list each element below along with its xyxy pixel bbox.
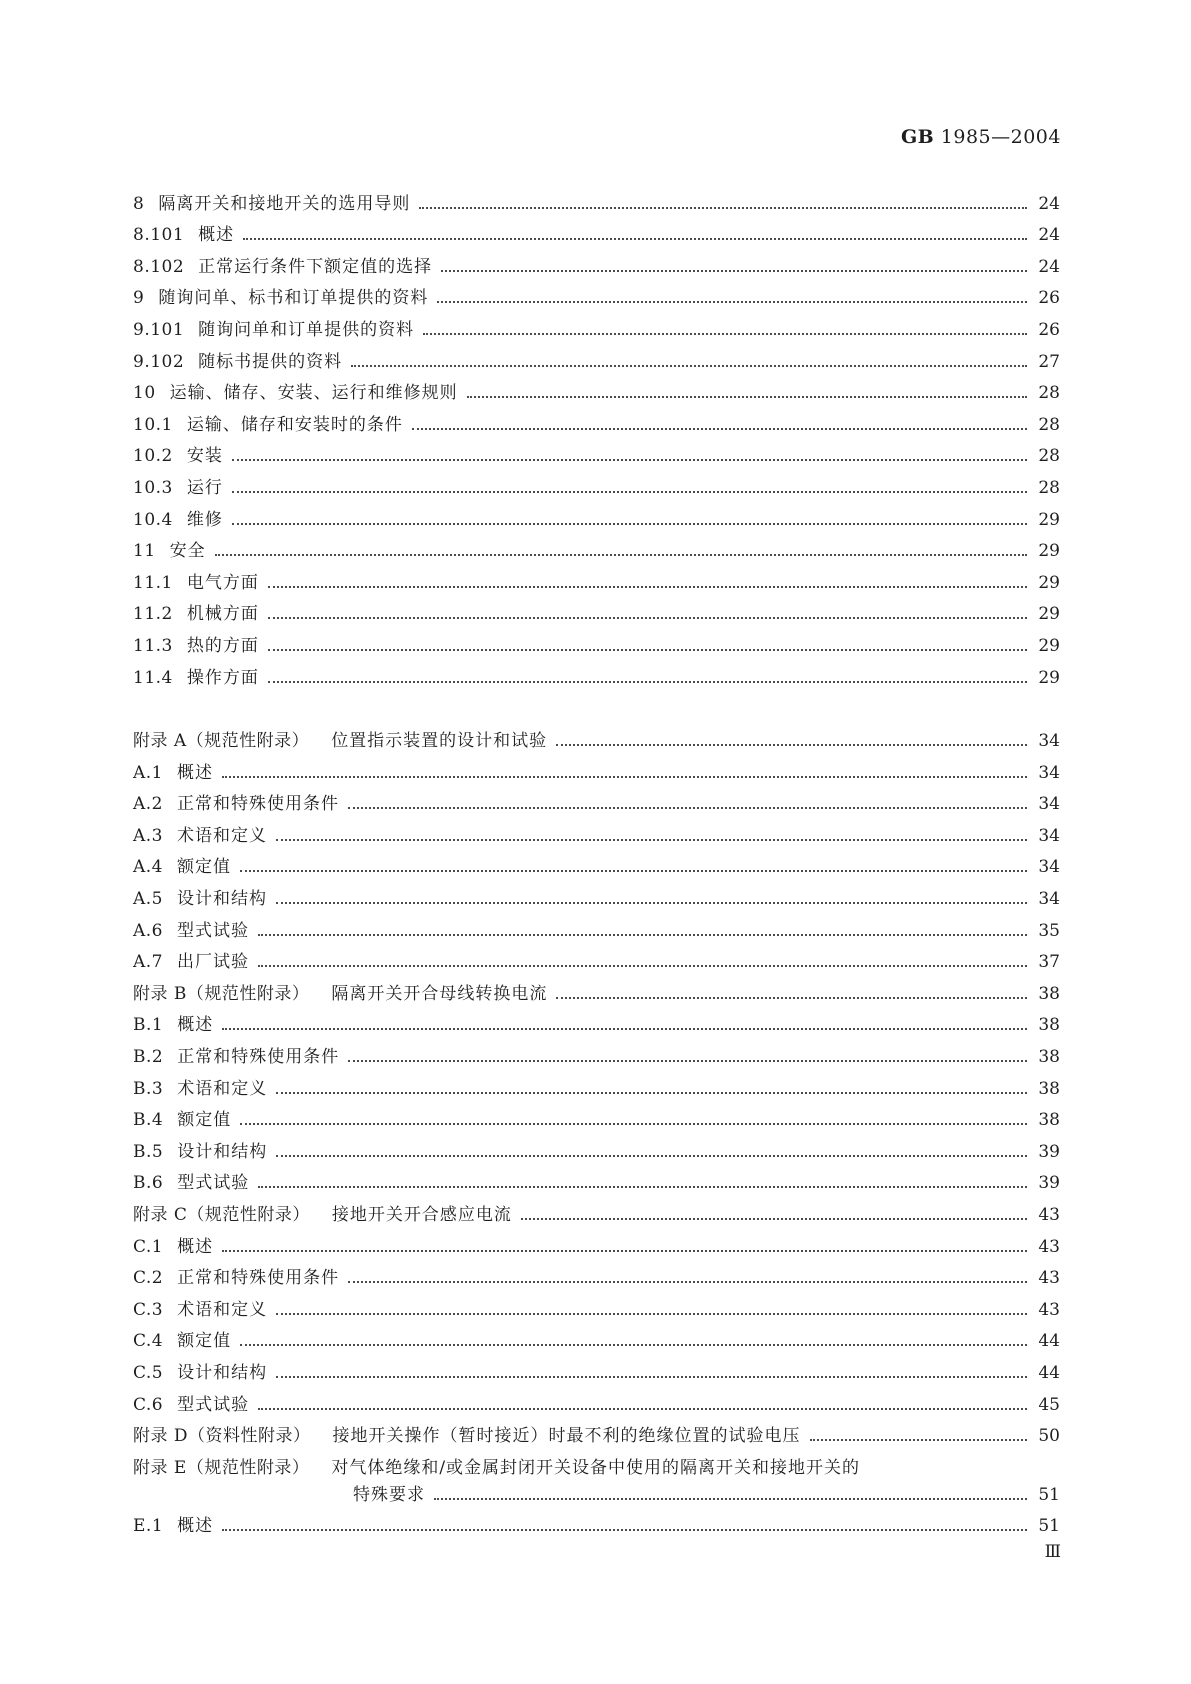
dot-leader (412, 428, 1027, 430)
toc-entry-page: 43 (1038, 1236, 1060, 1257)
toc-entry-number: 11 (133, 541, 156, 562)
toc-entry-title: 设计和结构 (177, 889, 267, 910)
toc-entry-title: 额定值 (177, 1331, 232, 1352)
toc-entry-number: 附录 B（规范性附录） (133, 983, 310, 1004)
toc-entry[interactable] (133, 1505, 1060, 1537)
toc-entry[interactable] (133, 435, 1060, 467)
standard-prefix: GB (900, 126, 935, 148)
toc-annex-entry-continuation[interactable] (133, 1478, 1060, 1505)
toc-entry-page: 34 (1038, 857, 1060, 878)
toc-entry-number: B.3 (133, 1078, 164, 1099)
toc-entry-page: 34 (1038, 794, 1060, 815)
dot-leader (243, 238, 1027, 240)
toc-entry-number: 8 (133, 193, 145, 214)
toc-entry-page: 39 (1038, 1141, 1060, 1162)
toc-entry-title: 额定值 (177, 1110, 232, 1131)
toc-entry-page: 37 (1038, 952, 1060, 973)
dot-leader (222, 776, 1027, 778)
toc-entry-title: 隔离开关开合母线转换电流 (331, 983, 548, 1004)
toc-entry-title: 隔离开关和接地开关的选用导则 (158, 193, 411, 214)
toc-entry-title: 运输、储存、安装、运行和维修规则 (169, 383, 458, 404)
toc-entry[interactable] (133, 593, 1060, 625)
toc-entry-number: B.2 (133, 1047, 164, 1068)
toc-entry-title: 正常和特殊使用条件 (177, 1047, 340, 1068)
toc-entry-page: 34 (1038, 731, 1060, 752)
toc-entry-number: C.6 (133, 1394, 164, 1415)
toc-entry-page: 51 (1038, 1484, 1060, 1505)
toc-entry[interactable] (133, 530, 1060, 562)
dot-leader (276, 1092, 1027, 1094)
toc-entry[interactable] (133, 1099, 1060, 1131)
toc-entry[interactable] (133, 1004, 1060, 1036)
toc-entry-title: 接地开关操作（暂时接近）时最不利的绝缘位置的试验电压 (332, 1426, 801, 1447)
toc-entry-title: 正常和特殊使用条件 (177, 1268, 340, 1289)
toc-entry-number: 10.3 (133, 477, 173, 498)
dot-leader (268, 681, 1027, 683)
toc-entry[interactable] (133, 214, 1060, 246)
toc-entry-title: 维修 (186, 509, 223, 530)
toc-entry-title: 对气体绝缘和/或金属封闭开关设备中使用的隔离开关和接地开关的 (331, 1457, 861, 1478)
toc-entry-number: A.5 (133, 889, 163, 910)
toc-entry-number: C.5 (133, 1362, 164, 1383)
toc-entry-title: 设计和结构 (177, 1362, 268, 1383)
toc-entry-number: 附录 A（规范性附录） (133, 731, 310, 752)
toc-entry-page: 29 (1038, 509, 1060, 530)
toc-entry-page: 34 (1038, 889, 1060, 910)
toc-entry-number: 9 (133, 288, 145, 309)
toc-entry-number: 8.102 (133, 256, 185, 277)
dot-leader (437, 301, 1027, 303)
dot-leader (232, 491, 1027, 493)
dot-leader (240, 1344, 1027, 1346)
toc-entry-page: 29 (1038, 635, 1060, 656)
toc-entry-page: 26 (1038, 319, 1060, 340)
toc-entry[interactable] (133, 277, 1060, 309)
toc-entry-title: 设计和结构 (177, 1141, 268, 1162)
toc-entry-title: 热的方面 (186, 635, 259, 656)
toc-entry-number: 8.101 (133, 225, 185, 246)
toc-annex-entry[interactable] (133, 1446, 1060, 1478)
toc-entry-title: 安全 (169, 541, 206, 562)
toc-entry-title: 正常和特殊使用条件 (177, 794, 339, 815)
toc-entry-page: 43 (1038, 1299, 1060, 1320)
document-code-header (901, 126, 1061, 148)
dot-leader (276, 1376, 1027, 1378)
dot-leader (258, 1186, 1027, 1188)
toc-entry[interactable] (133, 1130, 1060, 1162)
toc-entry-number: 10.1 (133, 414, 173, 435)
toc-entry[interactable] (133, 340, 1060, 372)
dot-leader (258, 1408, 1027, 1410)
toc-entry-title: 接地开关开合感应电流 (331, 1205, 512, 1225)
dot-leader (258, 965, 1027, 967)
dot-leader (268, 617, 1027, 619)
dot-leader (276, 1313, 1027, 1315)
toc-entry-number: B.5 (133, 1141, 164, 1162)
toc-entry[interactable] (133, 1351, 1060, 1383)
toc-entry-page: 45 (1038, 1394, 1060, 1415)
dot-leader (434, 1498, 1027, 1500)
toc-entry-number: B.6 (133, 1173, 164, 1194)
toc-entry-page: 43 (1038, 1205, 1060, 1225)
toc-entry[interactable] (133, 624, 1060, 656)
dot-leader (419, 207, 1027, 209)
dot-leader (268, 649, 1027, 651)
toc-entry-number: A.7 (133, 952, 163, 973)
toc-entry-number: 11.1 (133, 572, 173, 593)
toc-entry-page: 29 (1038, 572, 1060, 593)
toc-entry-number: E.1 (133, 1516, 164, 1537)
dot-leader (441, 270, 1027, 272)
toc-entry-title-continuation: 特殊要求 (353, 1484, 425, 1505)
toc-entry-page: 24 (1038, 193, 1060, 214)
toc-entry-title: 型式试验 (177, 920, 249, 941)
page-number-footer: Ⅲ (1044, 1542, 1061, 1562)
dot-leader (348, 807, 1027, 809)
toc-annex-entry[interactable] (133, 972, 1060, 1004)
toc-entry[interactable] (133, 1383, 1060, 1415)
toc-entry-number: A.1 (133, 762, 163, 783)
toc-entry-number: C.1 (133, 1236, 164, 1257)
toc-entry-page: 27 (1038, 351, 1060, 372)
dot-leader (348, 1281, 1027, 1283)
toc-entry-page: 35 (1038, 920, 1060, 941)
toc-entry-page: 39 (1038, 1173, 1060, 1194)
toc-entry-title: 概述 (177, 1516, 214, 1537)
toc-entry-title: 型式试验 (177, 1173, 250, 1194)
toc-entry[interactable] (133, 1067, 1060, 1099)
toc-entry-page: 44 (1038, 1331, 1060, 1352)
toc-entry[interactable] (133, 466, 1060, 498)
dot-leader (556, 744, 1027, 746)
toc-entry-page: 28 (1038, 414, 1060, 435)
toc-entry-title: 术语和定义 (177, 1299, 268, 1320)
toc-entry-title: 出厂试验 (177, 952, 249, 973)
toc-entry-title: 机械方面 (186, 604, 259, 625)
toc-entry-title: 概述 (177, 1236, 214, 1257)
toc-entry-number: A.4 (133, 857, 163, 878)
toc-entry-number: 9.102 (133, 351, 185, 372)
toc-entry-title: 随标书提供的资料 (198, 351, 343, 372)
toc-entry[interactable] (133, 372, 1060, 404)
dot-leader (215, 554, 1027, 556)
toc-entry[interactable] (133, 1288, 1060, 1320)
toc-entry-page: 34 (1038, 762, 1060, 783)
toc-entry-title: 概述 (177, 1015, 214, 1036)
toc-entry[interactable] (133, 656, 1060, 688)
toc-entry-page: 38 (1038, 1110, 1060, 1131)
toc-entry-page: 38 (1038, 983, 1060, 1004)
toc-entry[interactable] (133, 245, 1060, 277)
toc-entry-page: 43 (1038, 1268, 1060, 1289)
toc-entry[interactable] (133, 1035, 1060, 1067)
dot-leader (521, 1218, 1027, 1220)
toc-entry-page: 26 (1038, 288, 1060, 309)
toc-entry[interactable] (133, 877, 1060, 909)
toc-entry-number: 10 (133, 383, 156, 404)
toc-entry-number: 9.101 (133, 319, 185, 340)
toc-entry-page: 28 (1038, 477, 1060, 498)
toc-entry-number: 10.2 (133, 446, 173, 467)
toc-entry-title: 运行 (186, 477, 223, 498)
toc-entry-number: 11.2 (133, 604, 173, 625)
dot-leader (232, 523, 1027, 525)
table-of-contents (133, 182, 1060, 1536)
toc-entry-number: 附录 C（规范性附录） (133, 1205, 310, 1225)
toc-entry[interactable] (133, 1320, 1060, 1352)
toc-entry-title: 运输、储存和安装时的条件 (186, 414, 403, 435)
toc-entry-title: 电气方面 (186, 572, 259, 593)
toc-entry-number: 11.4 (133, 667, 173, 688)
toc-entry[interactable] (133, 1162, 1060, 1194)
toc-entry[interactable] (133, 308, 1060, 340)
dot-leader (423, 333, 1027, 335)
toc-entry[interactable] (133, 182, 1060, 214)
dot-leader (467, 396, 1027, 398)
toc-annex-entry[interactable] (133, 1415, 1060, 1447)
dot-leader (348, 1060, 1027, 1062)
dot-leader (276, 1155, 1027, 1157)
toc-entry-number: C.4 (133, 1331, 164, 1352)
toc-entry-page: 38 (1038, 1047, 1060, 1068)
toc-entry-number: 10.4 (133, 509, 173, 530)
toc-entry-page: 51 (1038, 1516, 1060, 1537)
dot-leader (258, 934, 1027, 936)
toc-entry-title: 位置指示装置的设计和试验 (331, 731, 548, 752)
dot-leader (222, 1028, 1027, 1030)
toc-entry-number: B.1 (133, 1015, 164, 1036)
toc-entry-title: 术语和定义 (177, 1078, 268, 1099)
dot-leader (556, 997, 1027, 999)
toc-entry-page: 34 (1038, 825, 1060, 846)
toc-entry-title: 正常运行条件下额定值的选择 (198, 256, 433, 277)
toc-entry-number: 附录 D（资料性附录） (133, 1426, 311, 1447)
toc-entry-number: A.2 (133, 794, 163, 815)
dot-leader (240, 1123, 1027, 1125)
toc-entry[interactable] (133, 783, 1060, 815)
toc-entry[interactable] (133, 561, 1060, 593)
dot-leader (276, 839, 1027, 841)
toc-entry-title: 额定值 (177, 857, 231, 878)
toc-annex-entry[interactable] (133, 720, 1060, 752)
standard-number: 1985—2004 (940, 126, 1061, 148)
toc-entry-title: 安装 (186, 446, 223, 467)
toc-entry-page: 50 (1038, 1426, 1060, 1447)
dot-leader (268, 586, 1027, 588)
toc-entry-page: 24 (1038, 225, 1060, 246)
toc-entry-page: 29 (1038, 667, 1060, 688)
toc-entry-number: C.2 (133, 1268, 164, 1289)
toc-entry-page: 38 (1038, 1078, 1060, 1099)
toc-entry[interactable] (133, 403, 1060, 435)
dot-leader (222, 1529, 1027, 1531)
toc-entry-number: 11.3 (133, 635, 173, 656)
toc-entry-number: A.3 (133, 825, 163, 846)
toc-entry-title: 概述 (177, 762, 213, 783)
toc-entry-title: 概述 (198, 225, 235, 246)
toc-entry[interactable] (133, 1225, 1060, 1257)
toc-entry-title: 术语和定义 (177, 825, 267, 846)
toc-entry-number: 附录 E（规范性附录） (133, 1457, 310, 1478)
toc-entry-number: B.4 (133, 1110, 164, 1131)
toc-entry[interactable] (133, 846, 1060, 878)
toc-entry[interactable] (133, 814, 1060, 846)
toc-entry-number: A.6 (133, 920, 163, 941)
toc-entry-page: 29 (1038, 541, 1060, 562)
dot-leader (222, 1250, 1027, 1252)
toc-entry-title: 操作方面 (186, 667, 259, 688)
toc-entry[interactable] (133, 498, 1060, 530)
toc-entry-title: 随询问单、标书和订单提供的资料 (158, 288, 429, 309)
toc-entry-page: 29 (1038, 604, 1060, 625)
dot-leader (276, 902, 1027, 904)
toc-entry-page: 44 (1038, 1362, 1060, 1383)
toc-entry-page: 28 (1038, 446, 1060, 467)
dot-leader (240, 870, 1027, 872)
toc-entry-page: 28 (1038, 383, 1060, 404)
dot-leader (232, 459, 1027, 461)
toc-entry[interactable] (133, 941, 1060, 973)
toc-entry[interactable] (133, 1257, 1060, 1289)
dot-leader (351, 365, 1027, 367)
toc-entry-title: 型式试验 (177, 1394, 250, 1415)
toc-entry-number: C.3 (133, 1299, 164, 1320)
toc-entry[interactable] (133, 751, 1060, 783)
toc-entry-page: 38 (1038, 1015, 1060, 1036)
toc-entry-page: 24 (1038, 256, 1060, 277)
toc-entry[interactable] (133, 909, 1060, 941)
toc-entry-title: 随询问单和订单提供的资料 (198, 319, 415, 340)
dot-leader (810, 1439, 1027, 1441)
toc-annex-entry[interactable] (133, 1193, 1060, 1225)
